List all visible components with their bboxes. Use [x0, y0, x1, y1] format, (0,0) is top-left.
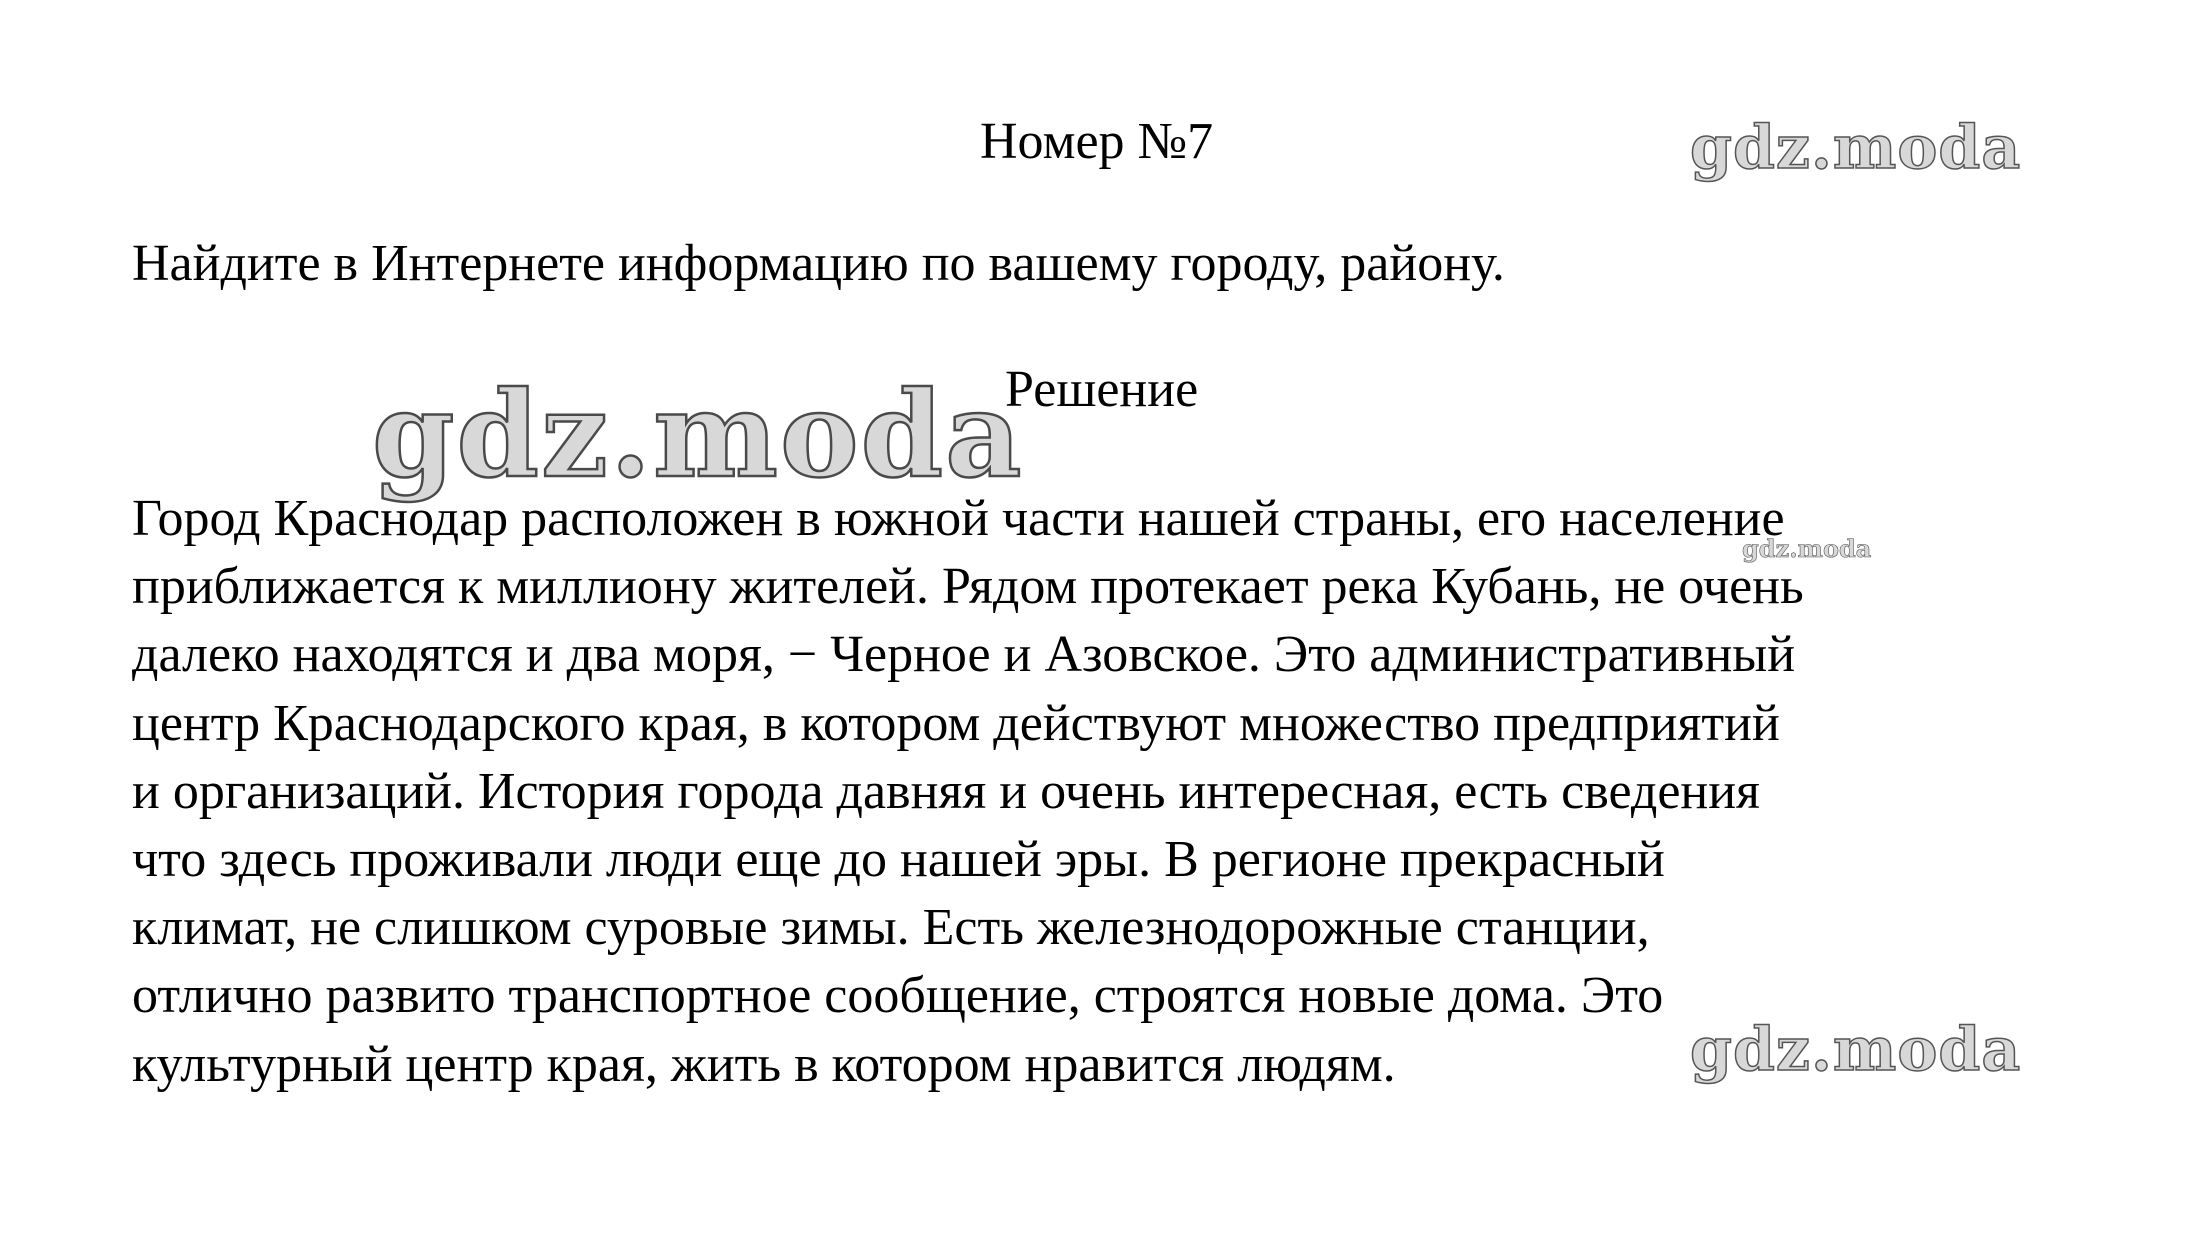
answer-line: климат, не слишком суровые зимы. Есть железнодорожные станции, — [132, 899, 1650, 957]
answer-line: приближается к миллиону жителей. Рядом протекает река Кубань, не очень — [132, 558, 1804, 616]
solution-heading: Решение — [1005, 361, 1199, 418]
answer-line: отлично развито транспортное сообщение, строятся новые дома. Это — [132, 967, 1664, 1025]
watermark-large: gdz.moda — [372, 365, 1024, 504]
answer-line: что здесь проживали люди еще до нашей эры. В регионе прекрасный — [132, 830, 1665, 888]
watermark-small: gdz.moda — [1742, 534, 1872, 563]
answer-line: культурный центр края, жить в котором нравится людям. — [132, 1035, 1396, 1093]
answer-line: Город Краснодар расположен в южной части нашей страны, его население — [132, 490, 1785, 547]
watermark-bottom-right: gdz.moda — [1690, 1015, 2022, 1085]
answer-line: и организаций. История города давняя и очень интересная, есть сведения — [132, 762, 1760, 820]
answer-line: центр Краснодарского края, в котором действуют множество предприятий — [132, 694, 1780, 752]
answer-text — [132, 485, 1804, 1099]
page-title: Номер №7 — [980, 113, 1214, 170]
answer-line: далеко находятся и два моря, − Черное и Азовское. Это административный — [132, 626, 1796, 684]
task-text: Найдите в Интернете информацию по вашему городу, району. — [132, 235, 1505, 292]
watermark-top-right: gdz.moda — [1690, 113, 2022, 183]
